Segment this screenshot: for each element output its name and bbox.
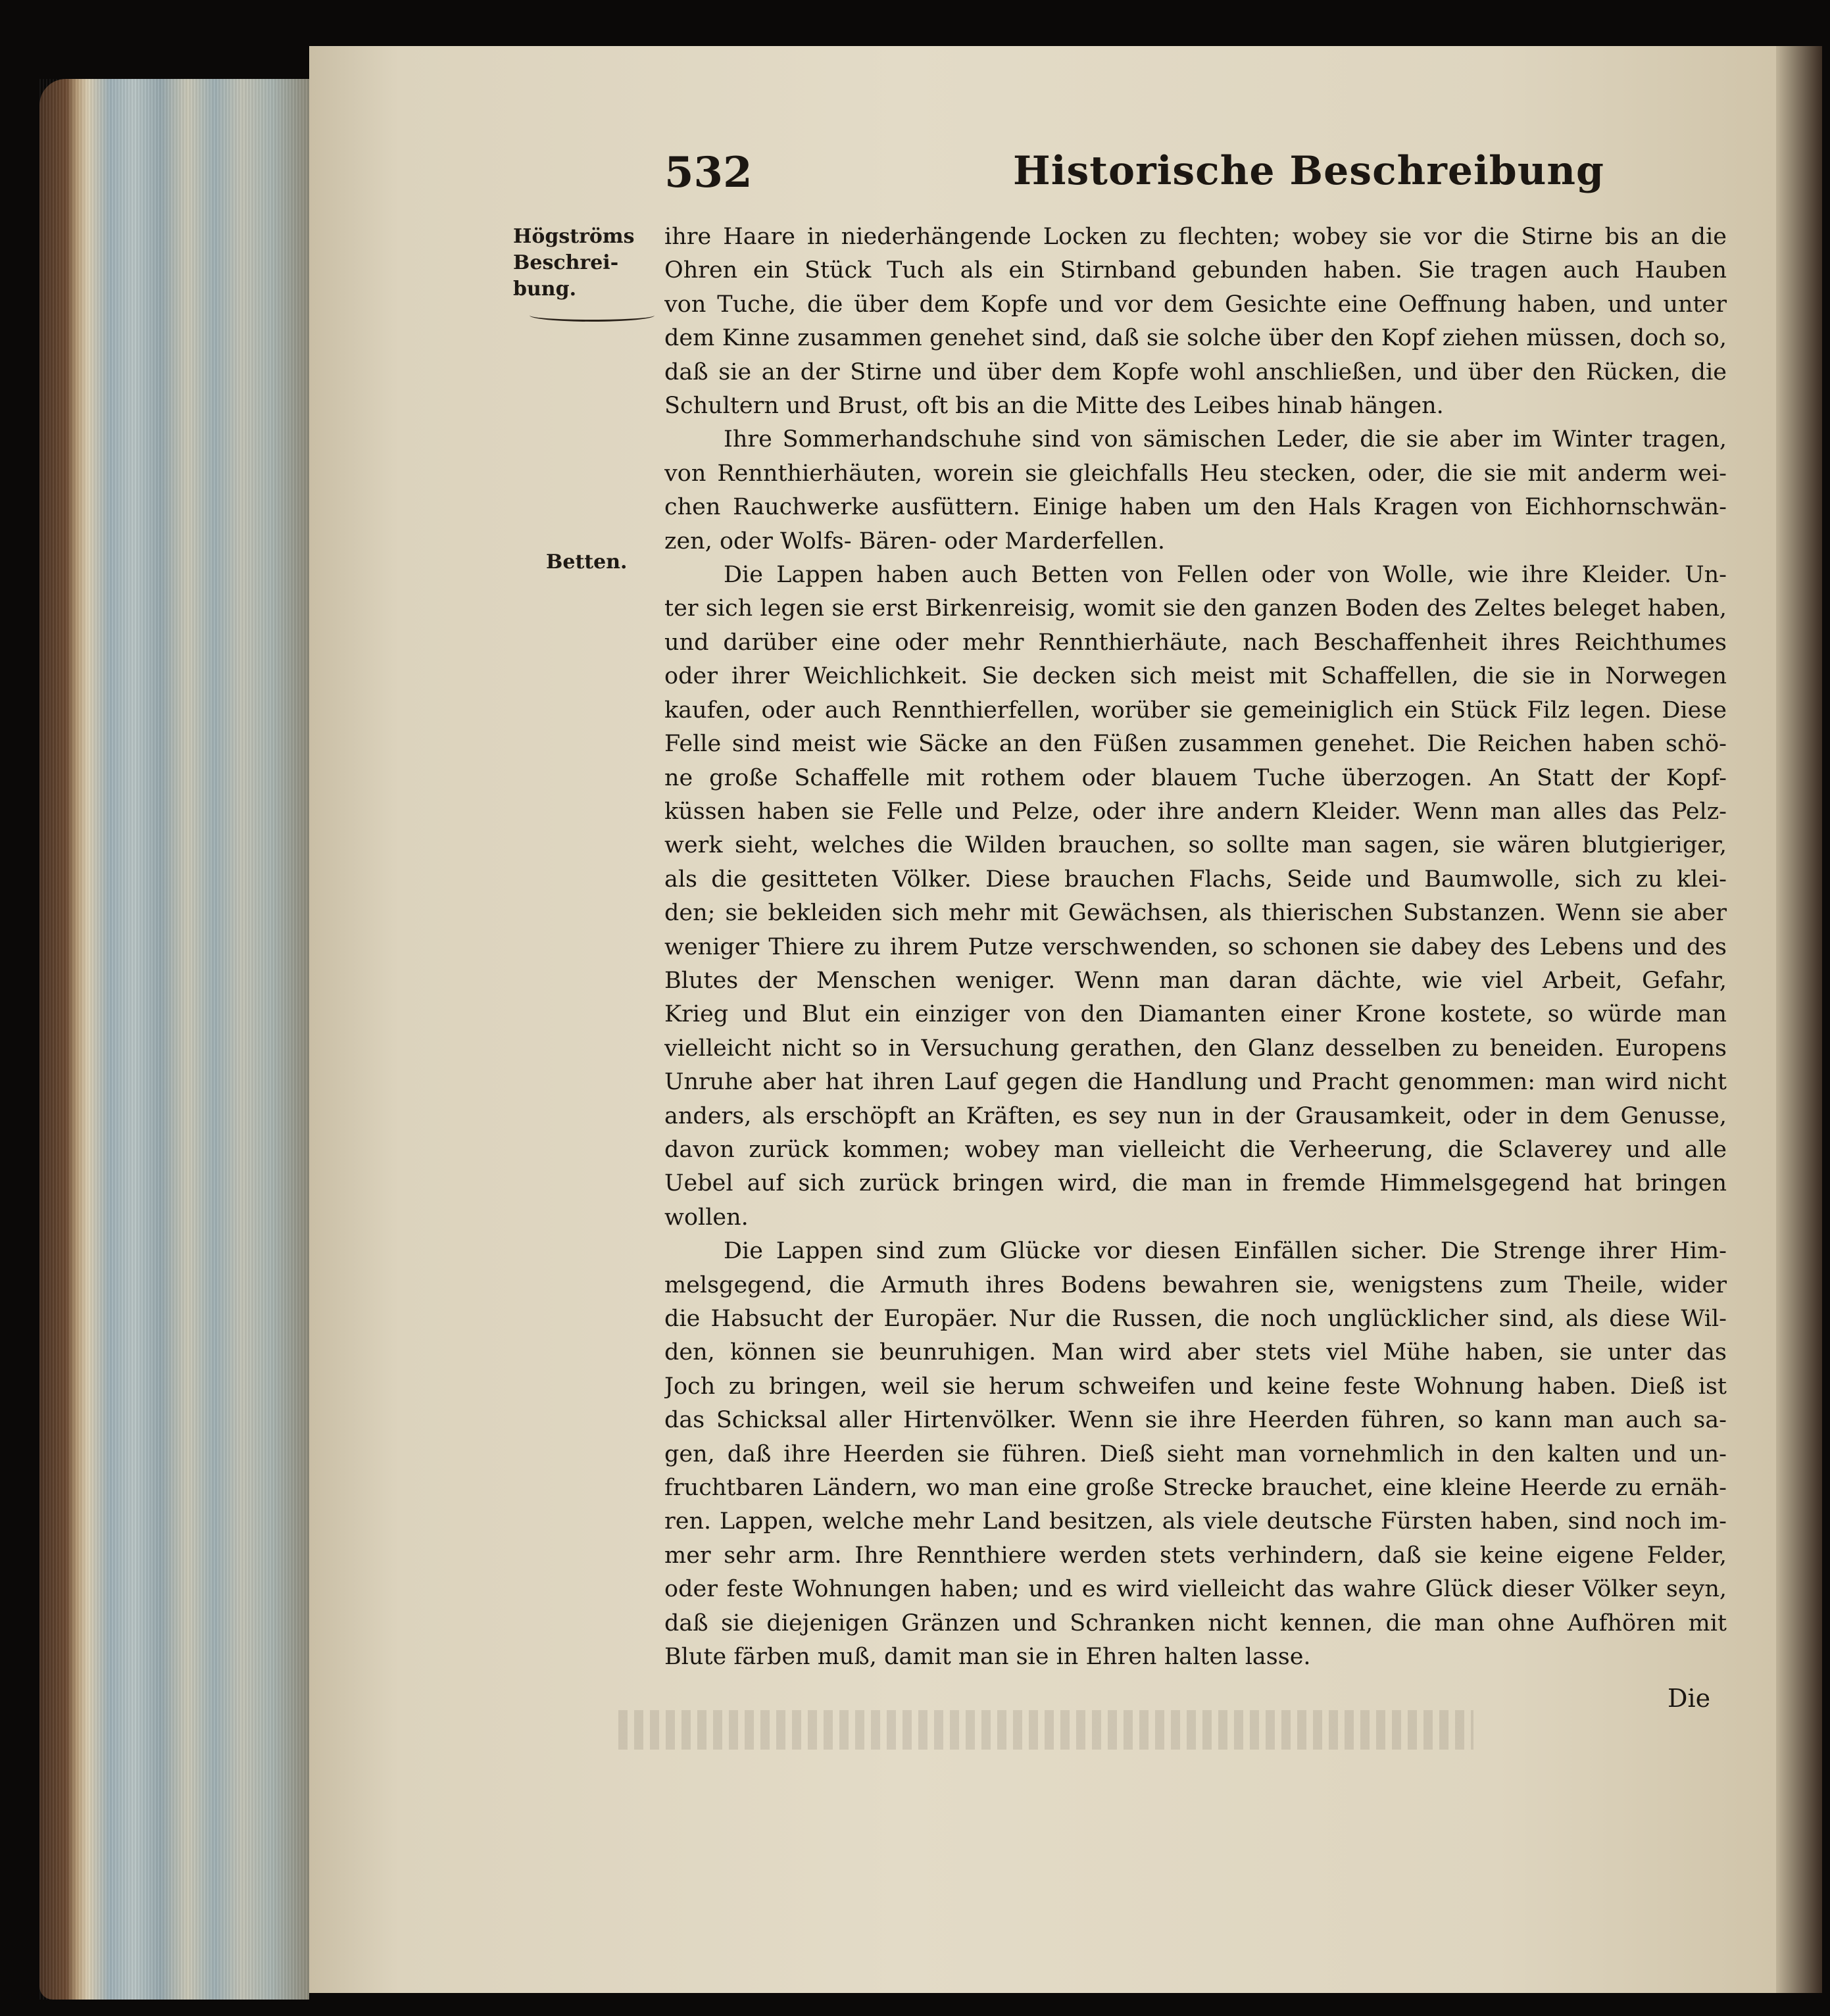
text-line: ihre Haare in niederhängende Locken zu flechten; wobey sie vor die Stirne bis an die [664,224,1727,250]
text-line: von Tuche, die über dem Kopfe und vor dem Gesichte eine Oeffnung haben, und unter [664,291,1727,318]
book-fore-edge [39,79,309,2000]
text-line: ter sich legen sie erst Birkenreisig, womit sie den ganzen Boden des Zeltes beleget haben, [664,595,1727,622]
margin-note-betten: Betten. [546,551,628,574]
text-line: Uebel auf sich zurück bringen wird, die man in fremde Himmelsgegend hat bringen [664,1170,1727,1197]
text-line: ren. Lappen, welche mehr Land besitzen, als viele deutsche Fürsten haben, sind noch im- [664,1508,1727,1535]
text-line: das Schicksal aller Hirtenvölker. Wenn sie ihre Heerden führen, so kann man auch sa- [664,1407,1727,1434]
text-line: zen, oder Wolfs- Bären- oder Marderfellen. [664,528,1166,554]
text-line: kaufen, oder auch Rennthierfellen, worüber sie gemeiniglich ein Stück Filz legen. Diese [664,697,1727,724]
text-line: daß sie diejenigen Gränzen und Schranken nicht kennen, die man ohne Aufhören mit [664,1610,1727,1636]
text-line: als die gesitteten Völker. Diese brauchen Flachs, Seide und Baumwolle, sich zu klei- [664,866,1727,893]
text-line: Die Lappen sind zum Glücke vor diesen Einfällen sicher. Die Strenge ihrer Him- [724,1238,1727,1265]
margin-note-author [513,224,658,303]
margin-note-flourish [530,309,655,322]
show-through-text [618,1710,1473,1750]
text-line: Blutes der Menschen weniger. Wenn man daran dächte, wie viel Arbeit, Gefahr, [664,967,1727,994]
text-line: Krieg und Blut ein einziger von den Diamanten einer Krone kostete, so würde man [664,1001,1727,1028]
page-header [664,148,1604,207]
margin-note-line: bung. [513,278,577,301]
text-line: dem Kinne zusammen genehet sind, daß sie solche über den Kopf ziehen müssen, doch so, [664,325,1727,352]
text-line: gen, daß ihre Heerden sie führen. Dieß sieht man vornehmlich in den kalten und un- [664,1440,1727,1467]
margin-note-line: Beschrei- [513,251,619,274]
text-line: chen Rauchwerke ausfüttern. Einige haben um den Hals Kragen von Eichhornschwän- [664,494,1727,521]
catchword: Die [1668,1684,1711,1713]
text-line: die Habsucht der Europäer. Nur die Russen, die noch unglücklicher sind, als diese Wil- [664,1306,1727,1332]
text-line: werk sieht, welches die Wilden brauchen, so sollte man sagen, sie wären blutgieriger, [664,832,1727,859]
text-line: davon zurück kommen; wobey man vielleicht die Verheerung, die Sclaverey und alle [664,1136,1727,1163]
text-line: Joch zu bringen, weil sie herum schweifen und keine feste Wohnung haben. Dieß ist [664,1373,1727,1400]
page-number: 532 [664,148,753,197]
text-line: oder feste Wohnungen haben; und es wird vielleicht das wahre Glück dieser Völker seyn, [664,1576,1727,1603]
text-line: von Rennthierhäuten, worein sie gleichfalls Heu stecken, oder, die sie mit anderm wei- [664,460,1727,487]
text-line: Blute färben muß, damit man sie in Ehren halten lasse. [664,1644,1311,1671]
text-line: küssen haben sie Felle und Pelze, oder ihre andern Kleider. Wenn man alles das Pelz- [664,798,1727,825]
text-line: melsgegend, die Armuth ihres Bodens bewahren sie, wenigstens zum Theile, wider [664,1271,1727,1298]
margin-note-line: Högströms [513,225,635,248]
text-line: daß sie an der Stirne und über dem Kopfe wohl anschließen, und über den Rücken, die [664,358,1727,385]
text-line: wollen. [664,1204,749,1231]
text-line: weniger Thiere zu ihrem Putze verschwenden, so schonen sie dabey des Lebens und des [664,933,1727,960]
text-line: Ohren ein Stück Tuch als ein Stirnband gebunden haben. Sie tragen auch Hauben [664,257,1727,284]
text-line: vielleicht nicht so in Versuchung gerathen, den Glanz desselben zu beneiden. Europens [664,1035,1727,1062]
text-line: Ihre Sommerhandschuhe sind von sämischen Leder, die sie aber im Winter tragen, [724,426,1727,453]
text-line: den; sie bekleiden sich mehr mit Gewächsen, als thierischen Substanzen. Wenn sie aber [664,900,1727,927]
running-title: Historische Beschreibung [1013,148,1604,194]
body-text [664,220,1727,1674]
text-line: und darüber eine oder mehr Rennthierhäute, nach Beschaffenheit ihres Reichthumes [664,629,1727,656]
text-line: fruchtbaren Ländern, wo man eine große Strecke brauchet, eine kleine Heerde zu ernäh- [664,1475,1727,1502]
text-line: anders, als erschöpft an Kräften, es sey nun in der Grausamkeit, oder in dem Genusse, [664,1102,1727,1129]
text-line: den, können sie beunruhigen. Man wird aber stets viel Mühe haben, sie unter das [664,1339,1727,1366]
text-line: mer sehr arm. Ihre Rennthiere werden stets verhindern, daß sie keine eigene Felder, [664,1542,1727,1569]
text-line: Schultern und Brust, oft bis an die Mitte des Leibes hinab hängen. [664,393,1444,420]
text-line: ne große Schaffelle mit rothem oder blauem Tuche überzogen. An Statt der Kopf- [664,764,1727,791]
text-line: oder ihrer Weichlichkeit. Sie decken sich meist mit Schaffellen, die sie in Norwegen [664,663,1727,690]
text-line: Felle sind meist wie Säcke an den Füßen zusammen genehet. Die Reichen haben schö- [664,731,1727,758]
text-line: Die Lappen haben auch Betten von Fellen oder von Wolle, wie ihre Kleider. Un- [724,562,1727,589]
text-line: Unruhe aber hat ihren Lauf gegen die Handlung und Pracht genommen: man wird nicht [664,1069,1727,1096]
